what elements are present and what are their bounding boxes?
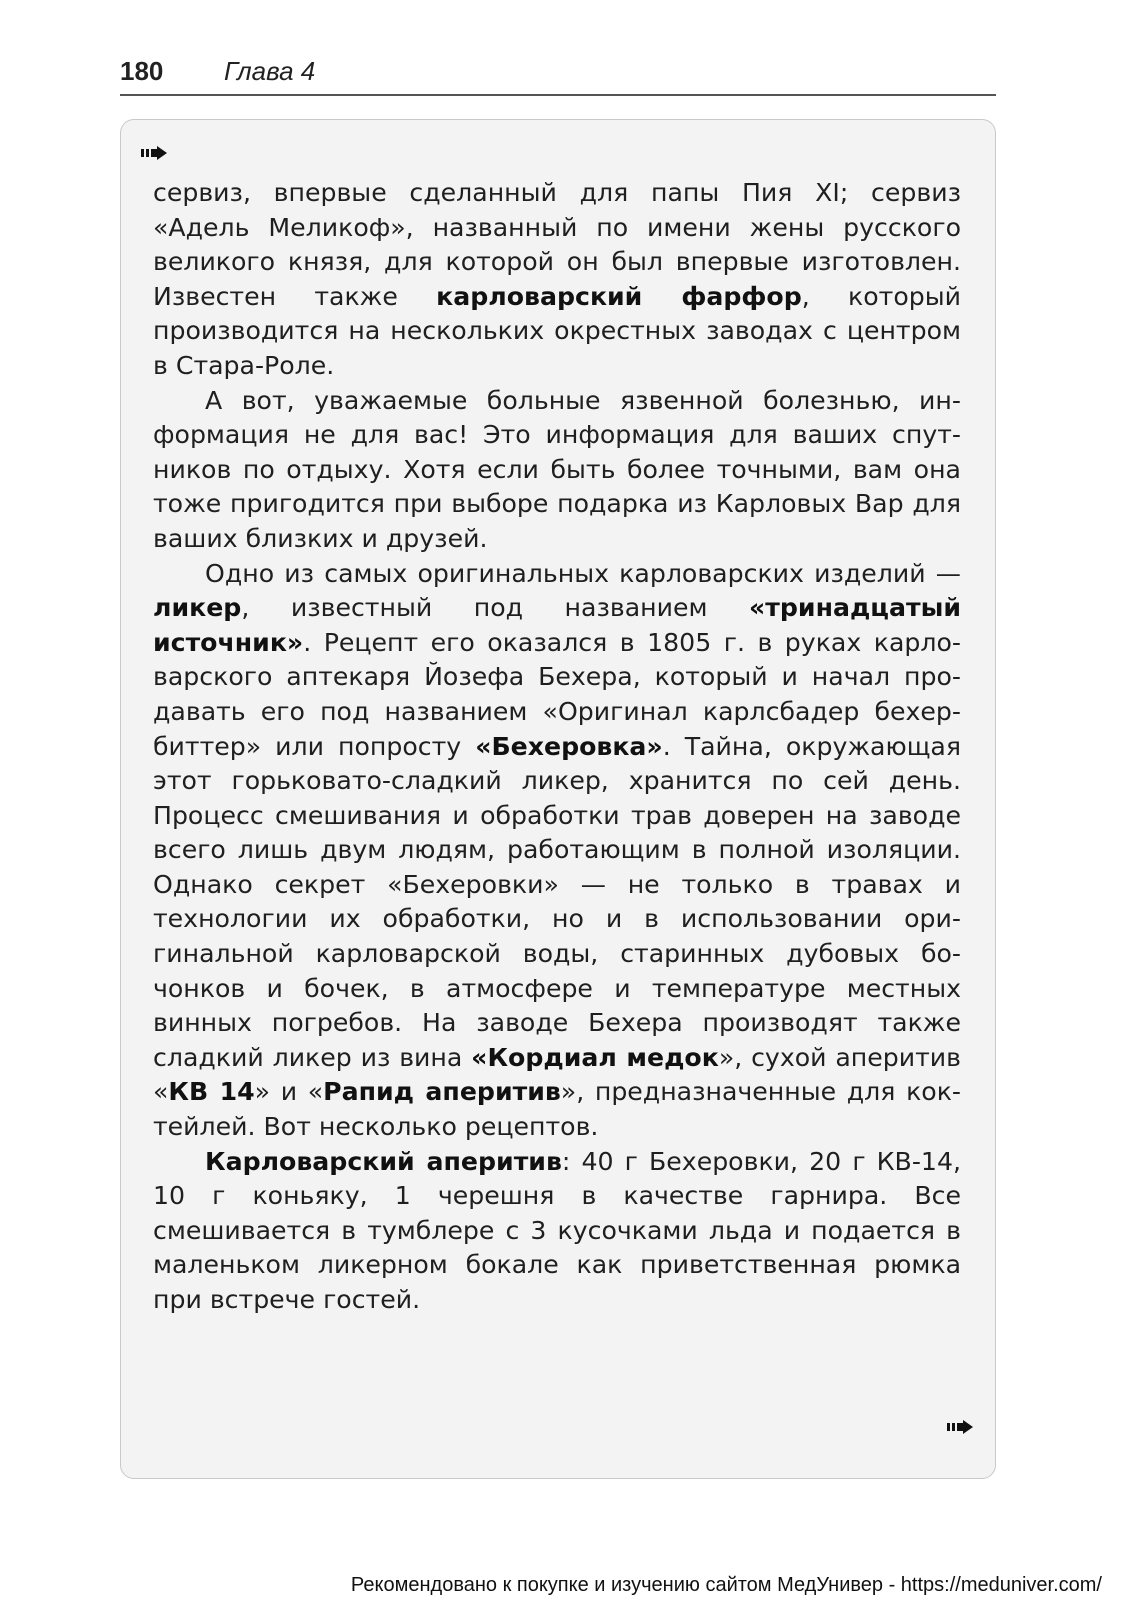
bold-term: ликер — [153, 593, 242, 623]
page-number: 180 — [120, 56, 164, 86]
bold-term: Карловарский аперитив — [205, 1146, 562, 1176]
text-run: , который производится на нескольких окрестных заводах с центром в Стара-Роле. — [153, 281, 961, 380]
bold-term: «Кордиал медок — [471, 1042, 719, 1072]
paragraph-3 — [153, 557, 961, 1145]
text-run: », сухой аперитив « — [153, 1042, 962, 1107]
bold-term: «тринадцатый источник» — [153, 593, 961, 657]
sidebar-box — [120, 119, 996, 1479]
bold-term: Рапид аперитив — [323, 1077, 561, 1107]
paragraph-1 — [153, 176, 961, 384]
right-arrow-icon — [947, 1420, 973, 1434]
bold-term: КВ 14 — [168, 1077, 255, 1107]
paragraph-4 — [153, 1145, 961, 1318]
text-run: А вот, уважаемые больные язвенной болезнью, информация не для вас! Это информация для ваших спутников по отдыху. Хотя если быть более точными, вам она тоже пригодится при выборе подарка из Карловых Вар для ваших близких и друзей. — [153, 385, 961, 553]
text-run: сервиз, впервые сделанный для папы Пия XI; сервиз «Адель Меликоф», названный по имени жены русского великого князя, для которой он был впервые изготовлен. Известен также — [153, 178, 961, 311]
right-arrow-icon — [141, 146, 167, 160]
sidebar-text — [153, 176, 961, 1318]
bold-term: «Бехеровка» — [475, 731, 663, 761]
text-run: : 40 г Бехеровки, 20 г КВ-14, 10 г коньяку, 1 черешня в качестве гарнира. Все смешивается в тумблере с 3 кусочками льда и подается в маленьком ликерном бокале как приветственная рюмка при встрече гостей. — [153, 1146, 961, 1314]
text-run: . Рецепт его оказался в 1805 г. в руках карловарского аптекаря Йозефа Бехера, который и начал продавать его под названием «Оригинал карлсбадер бехербиттер» или попросту — [153, 627, 961, 761]
bold-term: карловарский фарфор — [436, 281, 802, 311]
page-header — [120, 50, 996, 96]
chapter-title: Глава 4 — [224, 56, 316, 86]
footer-watermark: Рекомендовано к покупке и изучению сайтом МедУнивер - https://meduniver.com/ — [350, 1574, 1102, 1596]
text-run: », предназначенные для коктейлей. Вот несколько рецептов. — [153, 1077, 962, 1142]
text-run: » и « — [254, 1077, 324, 1107]
text-run: , известный под названием — [241, 593, 750, 623]
text-run: Одно из самых оригинальных карловарских изделий — — [205, 558, 961, 588]
text-run: . Тайна, окружающая этот горьковато-сладкий ликер, хранится по сей день. Процесс смешивания и обработки трав доверен на заводе всего лишь двум людям, работающим в полной изоляции. Однако секрет «Бехеровки» — не только в травах и технологии их обработки, но и в использовании оригинальной карловарской воды, старинных дубовых бочонков и бочек, в атмосфере и температуре местных винных погребов. На заводе Бехера производят также сладкий ликер из вина — [153, 731, 961, 1072]
paragraph-2 — [153, 384, 961, 557]
